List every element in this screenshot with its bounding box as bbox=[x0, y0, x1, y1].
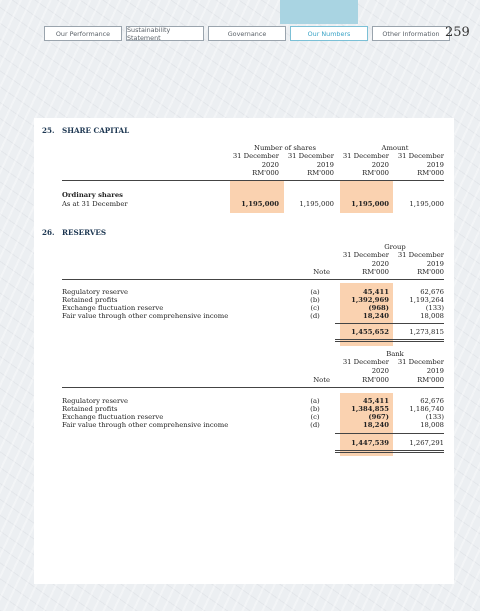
cell: 1,186,740 bbox=[409, 405, 444, 413]
cell: 1,195,000 bbox=[241, 200, 279, 208]
page-number: 259 bbox=[445, 25, 470, 40]
cell: 1,193,264 bbox=[409, 296, 444, 304]
col-note: Note bbox=[313, 268, 330, 276]
row-label: Regulatory reserve bbox=[62, 397, 129, 405]
col-unit: RM'000 bbox=[362, 169, 389, 177]
col-header: 31 December bbox=[342, 152, 389, 160]
row-label: Retained profits bbox=[62, 405, 118, 413]
total-cell: 1,455,652 bbox=[351, 328, 389, 336]
cell: 1,392,969 bbox=[351, 296, 389, 304]
col-header: 31 December bbox=[397, 251, 444, 259]
tab-our-numbers[interactable]: Our Numbers bbox=[290, 26, 368, 41]
header-group: Group bbox=[384, 243, 406, 251]
cell: 18,008 bbox=[420, 421, 444, 429]
col-unit: RM'000 bbox=[362, 376, 389, 384]
cell: 62,676 bbox=[420, 397, 444, 405]
active-tab-accent bbox=[280, 0, 358, 24]
cell: (133) bbox=[425, 413, 444, 421]
total-cell: 1,447,539 bbox=[351, 439, 389, 447]
row-label: Fair value through other comprehensive income bbox=[62, 421, 229, 429]
tab-our-performance[interactable]: Our Performance bbox=[44, 26, 122, 41]
cell: 18,008 bbox=[420, 312, 444, 320]
cell: 62,676 bbox=[420, 288, 444, 296]
row-label: Retained profits bbox=[62, 296, 118, 304]
row-label: As at 31 December bbox=[62, 200, 128, 208]
row-note: (c) bbox=[310, 304, 320, 312]
header-bank: Bank bbox=[386, 350, 404, 358]
col-header: 31 December bbox=[342, 358, 389, 366]
total-cell: 1,273,815 bbox=[409, 328, 444, 336]
cell: 45,411 bbox=[362, 397, 389, 405]
row-note: (d) bbox=[310, 312, 320, 320]
tab-other-information[interactable]: Other Information bbox=[372, 26, 450, 41]
col-header: 31 December bbox=[287, 152, 334, 160]
col-note: Note bbox=[313, 376, 330, 384]
section-26-title: 26. RESERVES bbox=[42, 228, 107, 237]
cell: 1,384,855 bbox=[351, 405, 389, 413]
cell: (968) bbox=[368, 304, 389, 312]
col-year: 2020 bbox=[371, 161, 389, 169]
col-header: 31 December bbox=[397, 358, 444, 366]
row-label: Fair value through other comprehensive income bbox=[62, 312, 229, 320]
col-year: 2019 bbox=[316, 161, 334, 169]
section-nav bbox=[44, 26, 450, 42]
row-label-ordinary-shares: Ordinary shares bbox=[62, 191, 123, 199]
col-year: 2020 bbox=[371, 260, 389, 268]
row-note: (c) bbox=[310, 413, 320, 421]
col-unit: RM'000 bbox=[252, 169, 279, 177]
col-header: 31 December bbox=[232, 152, 279, 160]
cell: 18,240 bbox=[362, 312, 389, 320]
col-header: 31 December bbox=[342, 251, 389, 259]
cell: 45,411 bbox=[362, 288, 389, 296]
tab-governance[interactable]: Governance bbox=[208, 26, 286, 41]
col-unit: RM'000 bbox=[307, 169, 334, 177]
section-25-title: 25. SHARE CAPITAL bbox=[42, 126, 130, 135]
cell: 1,195,000 bbox=[409, 200, 444, 208]
col-year: 2020 bbox=[261, 161, 279, 169]
divider bbox=[62, 387, 444, 388]
divider bbox=[62, 279, 444, 280]
total-cell: 1,267,291 bbox=[409, 439, 444, 447]
col-year: 2019 bbox=[426, 367, 444, 375]
row-note: (b) bbox=[310, 296, 320, 304]
row-note: (d) bbox=[310, 421, 320, 429]
subtotal-rule bbox=[335, 433, 444, 434]
cell: (967) bbox=[368, 413, 389, 421]
row-note: (a) bbox=[310, 397, 320, 405]
subtotal-rule bbox=[335, 323, 444, 324]
row-label: Exchange fluctuation reserve bbox=[62, 304, 164, 312]
col-year: 2020 bbox=[371, 367, 389, 375]
col-header: 31 December bbox=[397, 152, 444, 160]
cell: 1,195,000 bbox=[299, 200, 334, 208]
col-unit: RM'000 bbox=[417, 169, 444, 177]
row-note: (b) bbox=[310, 405, 320, 413]
total-double-rule bbox=[335, 450, 444, 453]
highlight-2020-amount bbox=[340, 180, 393, 213]
header-number-of-shares: Number of shares bbox=[254, 144, 316, 152]
header-amount: Amount bbox=[381, 144, 409, 152]
divider bbox=[62, 180, 444, 181]
cell: 1,195,000 bbox=[351, 200, 389, 208]
total-double-rule bbox=[335, 339, 444, 342]
col-unit: RM'000 bbox=[417, 268, 444, 276]
cell: 18,240 bbox=[362, 421, 389, 429]
cell: (133) bbox=[425, 304, 444, 312]
row-label: Regulatory reserve bbox=[62, 288, 129, 296]
highlight-2020-shares bbox=[230, 180, 284, 213]
row-label: Exchange fluctuation reserve bbox=[62, 413, 164, 421]
row-note: (a) bbox=[310, 288, 320, 296]
col-year: 2019 bbox=[426, 260, 444, 268]
col-year: 2019 bbox=[426, 161, 444, 169]
col-unit: RM'000 bbox=[417, 376, 444, 384]
tab-sustainability-statement[interactable]: Sustainability Statement bbox=[126, 26, 204, 41]
col-unit: RM'000 bbox=[362, 268, 389, 276]
